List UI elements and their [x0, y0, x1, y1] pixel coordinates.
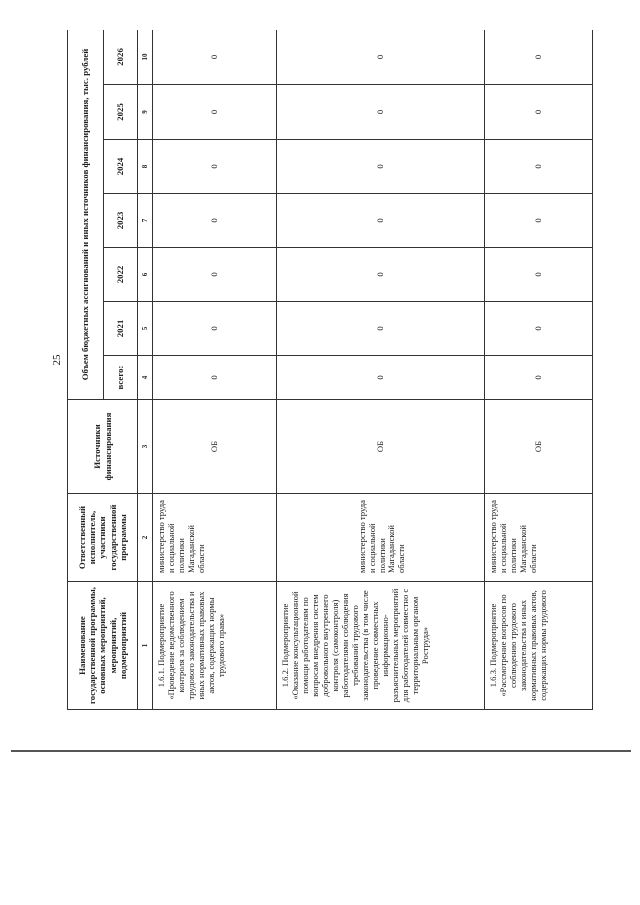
page-number: 25: [51, 354, 63, 366]
program-table: [67, 30, 593, 710]
row-value: 0: [485, 140, 593, 194]
row-source: ОБ: [153, 400, 277, 494]
column-number: 7: [138, 194, 153, 248]
row-value: 0: [485, 30, 593, 85]
row-value: 0: [153, 85, 277, 140]
header-name: Наименование государственной программы, основных мероприятий, мероприятий, подмероприятий: [68, 582, 138, 710]
rotated-table-container: [67, 30, 604, 710]
header-year: 2022: [104, 248, 138, 302]
table-row: [277, 30, 485, 710]
row-name: 1.6.1. Подмероприятие «Проведение ведомственного контроля за соблюдением трудового законодательства и иных нормативных правовых актов, содержащих нормы трудового права»: [153, 582, 277, 710]
table-row: [485, 30, 593, 710]
row-value: 0: [153, 194, 277, 248]
row-value: 0: [277, 194, 485, 248]
column-number: 3: [138, 400, 153, 494]
row-executor: министерство труда и социальной политики Магаданской области: [153, 494, 277, 582]
page-divider: [11, 750, 631, 752]
row-value: 0: [153, 302, 277, 356]
row-value: 0: [153, 140, 277, 194]
header-year: 2023: [104, 194, 138, 248]
row-name: 1.6.2. Подмероприятие «Оказание консультационной помощи работодателям по вопросам внедрения систем добровольного внутреннего контроля (самоконтроля) работодателями соблюдения требований трудового законодательства (в том числе проведение совместных информационно-разъяснительных мероприятий для работодателей совместно с территориальным органом Роструда»: [277, 582, 485, 710]
row-executor: министерство труда и социальной политики Магаданской области: [277, 494, 485, 582]
column-number: 1: [138, 582, 153, 710]
column-number: 6: [138, 248, 153, 302]
column-number: 2: [138, 494, 153, 582]
header-year: 2025: [104, 85, 138, 140]
header-source: Источники финансирования: [68, 400, 138, 494]
document-page: [67, 30, 604, 710]
row-executor: министерство труда и социальной политики Магаданской области: [485, 494, 593, 582]
header-year: 2021: [104, 302, 138, 356]
row-value: 0: [277, 30, 485, 85]
header-executor: Ответственный исполнитель, участники государственной программы: [68, 494, 138, 582]
column-number-row: [138, 30, 153, 710]
table-row: [153, 30, 277, 710]
row-value: 0: [485, 248, 593, 302]
row-value: 0: [277, 85, 485, 140]
column-number: 10: [138, 30, 153, 85]
row-value: 0: [485, 302, 593, 356]
row-value: 0: [153, 356, 277, 400]
row-value: 0: [153, 30, 277, 85]
row-value: 0: [485, 85, 593, 140]
row-value: 0: [153, 248, 277, 302]
row-name: 1.6.3. Подмероприятие «Рассмотрение вопросов по соблюдению трудового законодательства и иных нормативных правовых актов, содержащих нормы трудового: [485, 582, 593, 710]
header-volume: Объем бюджетных ассигнований и иных источников финансирования, тыс. рублей: [68, 30, 104, 400]
column-number: 8: [138, 140, 153, 194]
row-value: 0: [485, 356, 593, 400]
column-number: 4: [138, 356, 153, 400]
column-number: 5: [138, 302, 153, 356]
header-total: всего:: [104, 356, 138, 400]
row-value: 0: [485, 194, 593, 248]
row-source: ОБ: [277, 400, 485, 494]
column-number: 9: [138, 85, 153, 140]
row-value: 0: [277, 140, 485, 194]
header-year: 2026: [104, 30, 138, 85]
row-value: 0: [277, 302, 485, 356]
row-value: 0: [277, 356, 485, 400]
row-source: ОБ: [485, 400, 593, 494]
header-year: 2024: [104, 140, 138, 194]
row-value: 0: [277, 248, 485, 302]
